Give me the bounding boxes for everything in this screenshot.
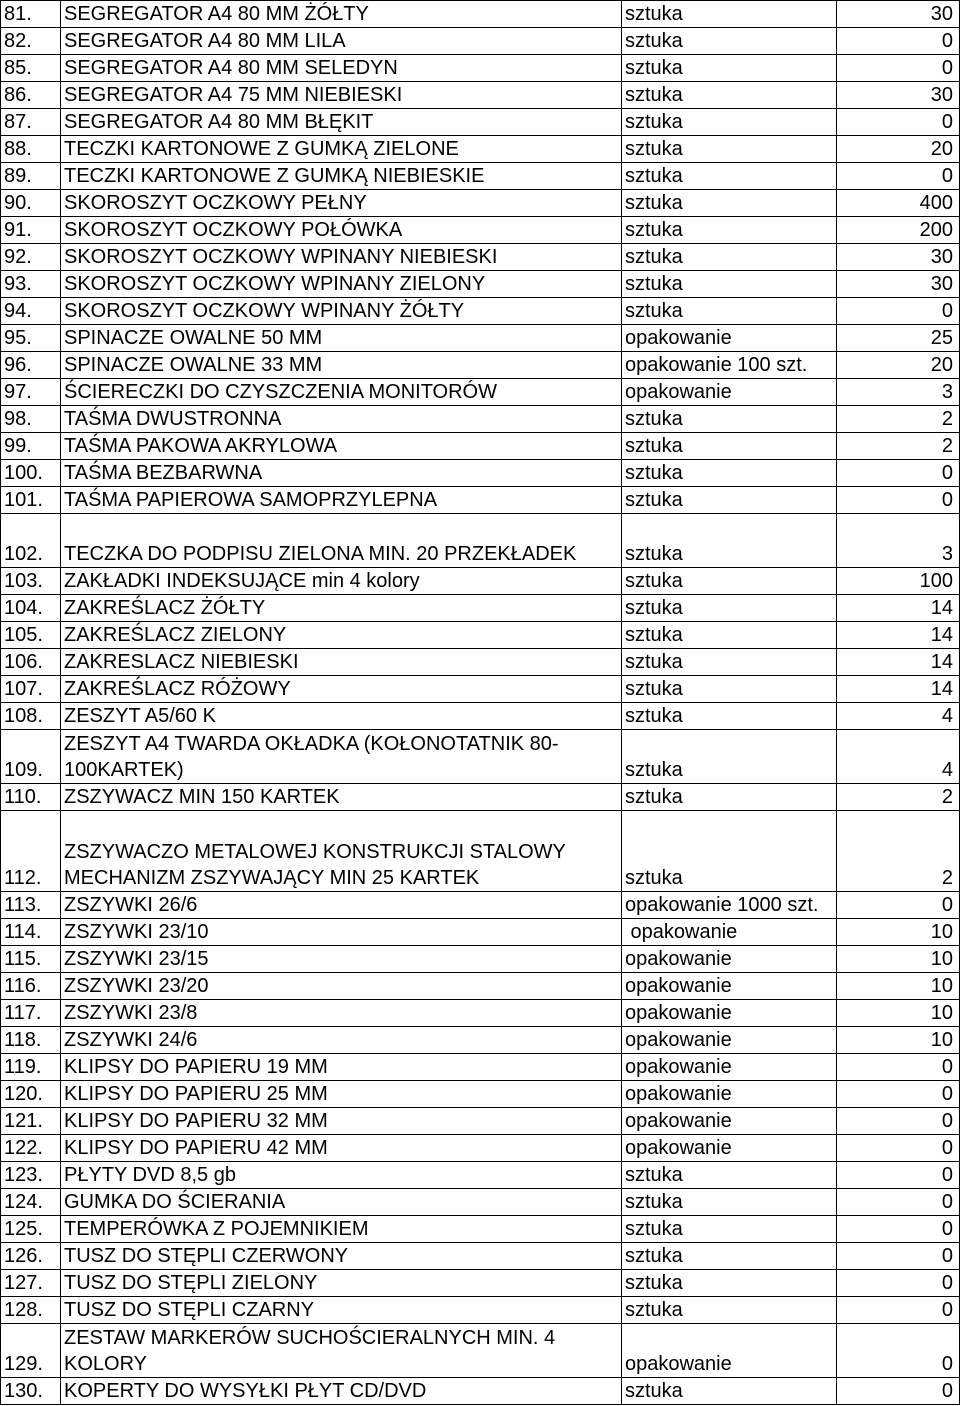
table-row: [1, 1081, 960, 1108]
table-row: [1, 649, 960, 676]
item-name-cell: KLIPSY DO PAPIERU 32 MM: [61, 1108, 622, 1135]
item-number-cell: 88.: [1, 136, 61, 163]
item-unit-cell: sztuka: [622, 55, 837, 82]
table-row: [1, 352, 960, 379]
table-row: [1, 379, 960, 406]
item-number-cell: 119.: [1, 1054, 61, 1081]
item-name-cell: GUMKA DO ŚCIERANIA: [61, 1189, 622, 1216]
item-number-cell: 87.: [1, 109, 61, 136]
item-quantity-cell: 30: [837, 82, 960, 109]
item-quantity-cell: 14: [837, 595, 960, 622]
item-quantity-cell: 0: [837, 1081, 960, 1108]
table-row: [1, 811, 960, 892]
item-unit-cell: sztuka: [622, 244, 837, 271]
table-row: [1, 622, 960, 649]
item-number-cell: 116.: [1, 973, 61, 1000]
table-row: [1, 190, 960, 217]
item-quantity-cell: 200: [837, 217, 960, 244]
item-name-cell: KLIPSY DO PAPIERU 42 MM: [61, 1135, 622, 1162]
item-unit-cell: sztuka: [622, 1297, 837, 1324]
item-unit-cell: sztuka: [622, 1243, 837, 1270]
item-name-cell: SKOROSZYT OCZKOWY POŁÓWKA: [61, 217, 622, 244]
item-name-cell: KLIPSY DO PAPIERU 19 MM: [61, 1054, 622, 1081]
item-name-cell: ZAKREŚLACZ ŻÓŁTY: [61, 595, 622, 622]
table-row: [1, 1243, 960, 1270]
item-number-cell: 98.: [1, 406, 61, 433]
item-quantity-cell: 14: [837, 676, 960, 703]
item-name-cell: SEGREGATOR A4 80 MM BŁĘKIT: [61, 109, 622, 136]
item-name-cell: TAŚMA PAKOWA AKRYLOWA: [61, 433, 622, 460]
items-table-body: [1, 1, 960, 1405]
item-quantity-cell: 0: [837, 1378, 960, 1405]
item-unit-cell: opakowanie: [622, 1108, 837, 1135]
item-number-cell: 86.: [1, 82, 61, 109]
table-row: [1, 595, 960, 622]
item-unit-cell: sztuka: [622, 1216, 837, 1243]
item-unit-cell: opakowanie: [622, 946, 837, 973]
item-unit-cell: sztuka: [622, 595, 837, 622]
item-unit-cell: sztuka: [622, 784, 837, 811]
table-row: [1, 1, 960, 28]
item-quantity-cell: 2: [837, 811, 960, 892]
table-row: [1, 1108, 960, 1135]
item-quantity-cell: 10: [837, 946, 960, 973]
item-name-cell: TECZKI KARTONOWE Z GUMKĄ NIEBIESKIE: [61, 163, 622, 190]
item-name-cell: ZESTAW MARKERÓW SUCHOŚCIERALNYCH MIN. 4 KOLORY: [61, 1324, 622, 1378]
item-name-cell: TUSZ DO STĘPLI CZARNY: [61, 1297, 622, 1324]
item-name-cell: ZSZYWKI 23/20: [61, 973, 622, 1000]
item-quantity-cell: 30: [837, 271, 960, 298]
item-quantity-cell: 20: [837, 352, 960, 379]
item-number-cell: 124.: [1, 1189, 61, 1216]
table-row: [1, 676, 960, 703]
item-number-cell: 85.: [1, 55, 61, 82]
item-number-cell: 99.: [1, 433, 61, 460]
table-row: [1, 703, 960, 730]
item-unit-cell: sztuka: [622, 271, 837, 298]
item-number-cell: 125.: [1, 1216, 61, 1243]
item-unit-cell: sztuka: [622, 109, 837, 136]
item-name-cell: ZSZYWKI 23/10: [61, 919, 622, 946]
item-unit-cell: sztuka: [622, 622, 837, 649]
item-unit-cell: opakowanie: [622, 1324, 837, 1378]
item-quantity-cell: 3: [837, 379, 960, 406]
table-row: [1, 1297, 960, 1324]
item-number-cell: 82.: [1, 28, 61, 55]
item-quantity-cell: 0: [837, 109, 960, 136]
item-name-cell: SKOROSZYT OCZKOWY PEŁNY: [61, 190, 622, 217]
item-name-cell: ZAKREŚLACZ RÓŻOWY: [61, 676, 622, 703]
item-number-cell: 103.: [1, 568, 61, 595]
item-number-cell: 95.: [1, 325, 61, 352]
table-row: [1, 1162, 960, 1189]
item-quantity-cell: 0: [837, 55, 960, 82]
item-number-cell: 114.: [1, 919, 61, 946]
item-unit-cell: sztuka: [622, 487, 837, 514]
table-row: [1, 946, 960, 973]
item-number-cell: 129.: [1, 1324, 61, 1378]
item-name-cell: ZAKREŚLACZ ZIELONY: [61, 622, 622, 649]
item-name-cell: ZAKRESLACZ NIEBIESKI: [61, 649, 622, 676]
item-unit-cell: sztuka: [622, 514, 837, 568]
item-name-cell: ZESZYT A4 TWARDA OKŁADKA (KOŁONOTATNIK 80-100KARTEK): [61, 730, 622, 784]
item-name-cell: SKOROSZYT OCZKOWY WPINANY ŻÓŁTY: [61, 298, 622, 325]
item-number-cell: 97.: [1, 379, 61, 406]
item-name-cell: KLIPSY DO PAPIERU 25 MM: [61, 1081, 622, 1108]
table-row: [1, 1378, 960, 1405]
item-unit-cell: sztuka: [622, 190, 837, 217]
item-quantity-cell: 30: [837, 1, 960, 28]
item-unit-cell: sztuka: [622, 82, 837, 109]
table-row: [1, 1135, 960, 1162]
table-row: [1, 28, 960, 55]
item-number-cell: 94.: [1, 298, 61, 325]
item-name-cell: TECZKI KARTONOWE Z GUMKĄ ZIELONE: [61, 136, 622, 163]
item-quantity-cell: 0: [837, 1243, 960, 1270]
item-quantity-cell: 2: [837, 433, 960, 460]
item-unit-cell: opakowanie: [622, 325, 837, 352]
table-row: [1, 1027, 960, 1054]
item-quantity-cell: 30: [837, 244, 960, 271]
item-quantity-cell: 0: [837, 1054, 960, 1081]
item-name-cell: TUSZ DO STĘPLI CZERWONY: [61, 1243, 622, 1270]
item-name-cell: TEMPERÓWKA Z POJEMNIKIEM: [61, 1216, 622, 1243]
item-quantity-cell: 4: [837, 730, 960, 784]
item-name-cell: KOPERTY DO WYSYŁKI PŁYT CD/DVD: [61, 1378, 622, 1405]
item-quantity-cell: 10: [837, 1000, 960, 1027]
item-quantity-cell: 0: [837, 892, 960, 919]
item-quantity-cell: 0: [837, 28, 960, 55]
item-unit-cell: sztuka: [622, 433, 837, 460]
table-row: [1, 1000, 960, 1027]
item-quantity-cell: 10: [837, 973, 960, 1000]
item-quantity-cell: 0: [837, 298, 960, 325]
item-number-cell: 108.: [1, 703, 61, 730]
item-unit-cell: opakowanie: [622, 1135, 837, 1162]
item-number-cell: 105.: [1, 622, 61, 649]
item-unit-cell: sztuka: [622, 649, 837, 676]
item-number-cell: 104.: [1, 595, 61, 622]
item-number-cell: 121.: [1, 1108, 61, 1135]
item-unit-cell: sztuka: [622, 730, 837, 784]
item-quantity-cell: 0: [837, 1216, 960, 1243]
item-unit-cell: sztuka: [622, 568, 837, 595]
item-unit-cell: sztuka: [622, 406, 837, 433]
item-name-cell: TECZKA DO PODPISU ZIELONA MIN. 20 PRZEKŁADEK: [61, 514, 622, 568]
item-quantity-cell: 4: [837, 703, 960, 730]
item-number-cell: 123.: [1, 1162, 61, 1189]
table-row: [1, 298, 960, 325]
table-row: [1, 973, 960, 1000]
item-quantity-cell: 0: [837, 460, 960, 487]
item-quantity-cell: 0: [837, 1189, 960, 1216]
table-row: [1, 487, 960, 514]
table-row: [1, 514, 960, 568]
item-unit-cell: opakowanie 100 szt.: [622, 352, 837, 379]
table-row: [1, 217, 960, 244]
item-name-cell: ZSZYWACZ MIN 150 KARTEK: [61, 784, 622, 811]
item-unit-cell: sztuka: [622, 676, 837, 703]
item-quantity-cell: 10: [837, 1027, 960, 1054]
item-name-cell: ZSZYWKI 23/8: [61, 1000, 622, 1027]
table-row: [1, 1324, 960, 1378]
item-name-cell: SKOROSZYT OCZKOWY WPINANY NIEBIESKI: [61, 244, 622, 271]
item-quantity-cell: 100: [837, 568, 960, 595]
item-name-cell: ZSZYWKI 24/6: [61, 1027, 622, 1054]
item-name-cell: SEGREGATOR A4 80 MM SELEDYN: [61, 55, 622, 82]
item-number-cell: 127.: [1, 1270, 61, 1297]
item-number-cell: 112.: [1, 811, 61, 892]
item-name-cell: TAŚMA DWUSTRONNA: [61, 406, 622, 433]
item-quantity-cell: 25: [837, 325, 960, 352]
table-row: [1, 325, 960, 352]
item-quantity-cell: 20: [837, 136, 960, 163]
item-number-cell: 100.: [1, 460, 61, 487]
table-row: [1, 136, 960, 163]
item-number-cell: 120.: [1, 1081, 61, 1108]
item-quantity-cell: 0: [837, 1108, 960, 1135]
item-number-cell: 109.: [1, 730, 61, 784]
item-unit-cell: opakowanie: [622, 1081, 837, 1108]
item-unit-cell: sztuka: [622, 460, 837, 487]
item-unit-cell: sztuka: [622, 1270, 837, 1297]
item-number-cell: 89.: [1, 163, 61, 190]
item-unit-cell: sztuka: [622, 811, 837, 892]
item-number-cell: 106.: [1, 649, 61, 676]
item-number-cell: 126.: [1, 1243, 61, 1270]
table-row: [1, 1054, 960, 1081]
item-name-cell: ZSZYWACZO METALOWEJ KONSTRUKCJI STALOWY MECHANIZM ZSZYWAJĄCY MIN 25 KARTEK: [61, 811, 622, 892]
item-number-cell: 128.: [1, 1297, 61, 1324]
table-row: [1, 784, 960, 811]
item-unit-cell: sztuka: [622, 1, 837, 28]
item-quantity-cell: 10: [837, 919, 960, 946]
item-unit-cell: opakowanie: [622, 973, 837, 1000]
item-unit-cell: sztuka: [622, 298, 837, 325]
item-name-cell: TAŚMA PAPIEROWA SAMOPRZYLEPNA: [61, 487, 622, 514]
item-name-cell: ZESZYT A5/60 K: [61, 703, 622, 730]
item-name-cell: PŁYTY DVD 8,5 gb: [61, 1162, 622, 1189]
item-quantity-cell: 0: [837, 487, 960, 514]
table-row: [1, 730, 960, 784]
item-name-cell: SEGREGATOR A4 80 MM LILA: [61, 28, 622, 55]
table-row: [1, 433, 960, 460]
item-number-cell: 90.: [1, 190, 61, 217]
item-name-cell: SEGREGATOR A4 75 MM NIEBIESKI: [61, 82, 622, 109]
item-name-cell: SEGREGATOR A4 80 MM ŻÓŁTY: [61, 1, 622, 28]
item-number-cell: 107.: [1, 676, 61, 703]
table-row: [1, 109, 960, 136]
table-row: [1, 1216, 960, 1243]
table-row: [1, 244, 960, 271]
table-row: [1, 1270, 960, 1297]
item-unit-cell: sztuka: [622, 1378, 837, 1405]
table-row: [1, 1189, 960, 1216]
item-name-cell: SPINACZE OWALNE 50 MM: [61, 325, 622, 352]
table-row: [1, 163, 960, 190]
table-row: [1, 460, 960, 487]
table-row: [1, 892, 960, 919]
item-unit-cell: opakowanie: [622, 1027, 837, 1054]
item-unit-cell: sztuka: [622, 1162, 837, 1189]
item-unit-cell: opakowanie 1000 szt.: [622, 892, 837, 919]
item-number-cell: 118.: [1, 1027, 61, 1054]
item-unit-cell: sztuka: [622, 1189, 837, 1216]
item-number-cell: 110.: [1, 784, 61, 811]
item-name-cell: TUSZ DO STĘPLI ZIELONY: [61, 1270, 622, 1297]
item-number-cell: 115.: [1, 946, 61, 973]
item-unit-cell: opakowanie: [622, 919, 837, 946]
table-row: [1, 271, 960, 298]
item-name-cell: ZAKŁADKI INDEKSUJĄCE min 4 kolory: [61, 568, 622, 595]
item-unit-cell: sztuka: [622, 217, 837, 244]
item-name-cell: ZSZYWKI 23/15: [61, 946, 622, 973]
item-name-cell: SKOROSZYT OCZKOWY WPINANY ZIELONY: [61, 271, 622, 298]
item-number-cell: 122.: [1, 1135, 61, 1162]
item-unit-cell: sztuka: [622, 163, 837, 190]
item-name-cell: ZSZYWKI 26/6: [61, 892, 622, 919]
table-row: [1, 568, 960, 595]
table-row: [1, 55, 960, 82]
item-quantity-cell: 14: [837, 649, 960, 676]
item-quantity-cell: 0: [837, 1270, 960, 1297]
item-name-cell: ŚCIERECZKI DO CZYSZCZENIA MONITORÓW: [61, 379, 622, 406]
item-quantity-cell: 3: [837, 514, 960, 568]
item-number-cell: 102.: [1, 514, 61, 568]
item-number-cell: 93.: [1, 271, 61, 298]
item-unit-cell: sztuka: [622, 136, 837, 163]
item-quantity-cell: 2: [837, 406, 960, 433]
item-unit-cell: sztuka: [622, 703, 837, 730]
item-unit-cell: opakowanie: [622, 1000, 837, 1027]
item-quantity-cell: 0: [837, 1297, 960, 1324]
item-number-cell: 81.: [1, 1, 61, 28]
item-quantity-cell: 0: [837, 1135, 960, 1162]
table-row: [1, 82, 960, 109]
item-number-cell: 117.: [1, 1000, 61, 1027]
item-quantity-cell: 400: [837, 190, 960, 217]
item-quantity-cell: 0: [837, 1162, 960, 1189]
item-number-cell: 101.: [1, 487, 61, 514]
item-number-cell: 96.: [1, 352, 61, 379]
item-quantity-cell: 14: [837, 622, 960, 649]
item-number-cell: 92.: [1, 244, 61, 271]
table-row: [1, 406, 960, 433]
item-quantity-cell: 0: [837, 1324, 960, 1378]
item-name-cell: TAŚMA BEZBARWNA: [61, 460, 622, 487]
item-number-cell: 113.: [1, 892, 61, 919]
item-quantity-cell: 2: [837, 784, 960, 811]
item-number-cell: 91.: [1, 217, 61, 244]
item-quantity-cell: 0: [837, 163, 960, 190]
item-unit-cell: opakowanie: [622, 1054, 837, 1081]
item-name-cell: SPINACZE OWALNE 33 MM: [61, 352, 622, 379]
item-unit-cell: opakowanie: [622, 379, 837, 406]
item-unit-cell: sztuka: [622, 28, 837, 55]
item-number-cell: 130.: [1, 1378, 61, 1405]
table-row: [1, 919, 960, 946]
